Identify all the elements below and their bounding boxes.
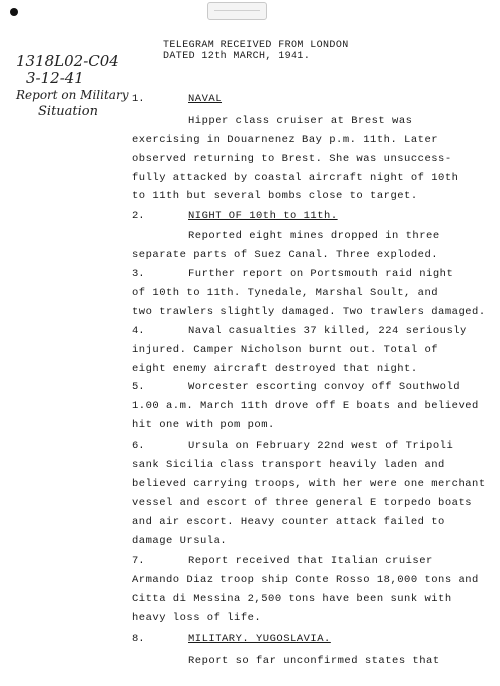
text-line: believed carrying troops, with her were one merchant [132, 478, 486, 490]
text-line: eight enemy aircraft destroyed that night. [132, 363, 418, 375]
embossed-seal [207, 2, 267, 20]
text-line: exercising in Douarnenez Bay p.m. 11th. Later [132, 134, 439, 146]
handwritten-file-number: 1318L02-C04 [16, 52, 119, 70]
text-line: Ursula on February 22nd west of Tripoli [188, 440, 454, 452]
paragraph-number: 6. [132, 440, 145, 452]
text-line: Further report on Portsmouth raid night [188, 268, 454, 280]
paragraph-number: 7. [132, 555, 145, 567]
text-line: hit one with pom pom. [132, 419, 275, 431]
text-line: observed returning to Brest. She was unsuccess- [132, 153, 452, 165]
paragraph-number: 2. [132, 210, 145, 222]
handwritten-date: 3-12-41 [26, 69, 84, 87]
handwritten-subject-cont: Situation [38, 104, 98, 119]
text-line: and air escort. Heavy counter attack failed to [132, 516, 445, 528]
text-line: Report received that Italian cruiser [188, 555, 433, 567]
text-line: 1.00 a.m. March 11th drove off E boats and believed [132, 400, 479, 412]
text-line: separate parts of Suez Canal. Three exploded. [132, 249, 439, 261]
text-line: damage Ursula. [132, 535, 228, 547]
text-line: of 10th to 11th. Tynedale, Marshal Soult, and [132, 287, 439, 299]
section-heading-night: NIGHT OF 10th to 11th. [188, 210, 338, 222]
text-line: injured. Camper Nicholson burnt out. Total of [132, 344, 439, 356]
text-line: sank Sicilia class transport heavily laden and [132, 459, 445, 471]
text-line: fully attacked by coastal aircraft night of 10th [132, 172, 459, 184]
text-line: vessel and escort of three general E torpedo boats [132, 497, 473, 509]
text-line: Citta di Messina 2,500 tons have been sunk with [132, 593, 452, 605]
section-heading-naval: NAVAL [188, 93, 223, 105]
text-line: Report so far unconfirmed states that [188, 655, 440, 667]
text-line: Hipper class cruiser at Brest was [188, 115, 413, 127]
section-heading-military: MILITARY. YUGOSLAVIA. [188, 633, 331, 645]
handwritten-subject: Report on Military [16, 88, 129, 102]
paragraph-number: 5. [132, 381, 145, 393]
telegram-header-line: TELEGRAM RECEIVED FROM LONDON [163, 40, 349, 51]
telegram-date-line: DATED 12th MARCH, 1941. [163, 51, 311, 62]
text-line: Naval casualties 37 killed, 224 seriously [188, 325, 467, 337]
text-line: to 11th but several bombs close to target. [132, 190, 418, 202]
paragraph-number: 8. [132, 633, 145, 645]
text-line: Armando Diaz troop ship Conte Rosso 18,000 tons and [132, 574, 479, 586]
punch-hole-mark [10, 8, 18, 16]
paragraph-number: 3. [132, 268, 145, 280]
text-line: Worcester escorting convoy off Southwold [188, 381, 461, 393]
text-line: two trawlers slightly damaged. Two trawlers damaged. [132, 306, 486, 318]
text-line: heavy loss of life. [132, 612, 262, 624]
text-line: Reported eight mines dropped in three [188, 230, 440, 242]
paragraph-number: 1. [132, 93, 145, 105]
paragraph-number: 4. [132, 325, 145, 337]
